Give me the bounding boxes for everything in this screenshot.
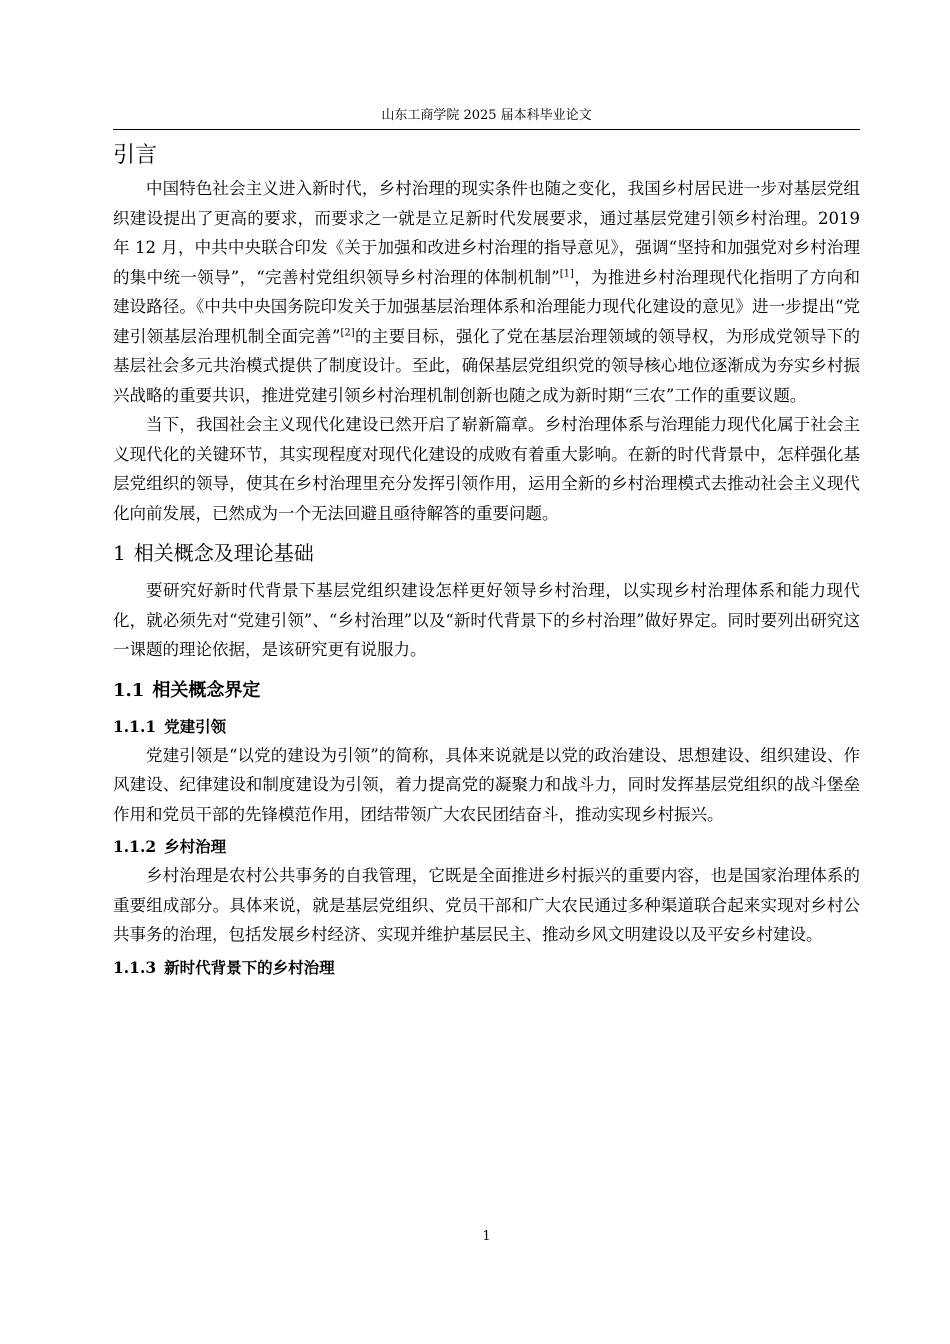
subsection-1-1-3-number: 1.1.3 bbox=[113, 957, 157, 977]
subsection-1-1-2-number: 1.1.2 bbox=[113, 837, 157, 856]
subsection-1-1-2-title: 乡村治理 bbox=[164, 838, 227, 856]
paper-page bbox=[113, 0, 860, 1344]
chapter-1-number: 1 bbox=[113, 541, 126, 565]
intro-p1-text-b: ，为推进乡村治理现代化指明了方向和建设路径。《中共中央国务院印发关于加强基层治理体系和治理能力现代化建设的意见》进一步提出“党建引领基层治理机制全面完善” bbox=[113, 267, 860, 346]
intro-p1-text-a: 中国特色社会主义进入新时代，乡村治理的现实条件也随之变化，我国乡村居民进一步对基层党组织建设提出了更高的要求，而要求之一就是立足新时代发展要求，通过基层党建引领乡村治理。2019 年 12 月，中共中央联合印发《关于加强和改进乡村治理的指导意见》，强调“坚持和加强党对乡村治理的集中统一领导”，“完善村党组织领导乡村治理的体制机制” bbox=[113, 179, 860, 287]
subsection-1-1-3-title: 新时代背景下的乡村治理 bbox=[164, 958, 335, 977]
page-content bbox=[113, 138, 860, 982]
section-1-1-heading bbox=[113, 675, 860, 707]
intro-paragraph-2: 当下，我国社会主义现代化建设已然开启了崭新篇章。乡村治理体系与治理能力现代化属于社会主义现代化的关键环节，其实现程度对现代化建设的成败有着重大影响。在新的时代背景中，怎样强化基层党组织的领导，使其在乡村治理里充分发挥引领作用，运用全新的乡村治理模式去推动社会主义现代化向前发展，已然成为一个无法回避且亟待解答的重要问题。 bbox=[113, 415, 860, 523]
subsection-1-1-1-number: 1.1.1 bbox=[113, 716, 157, 736]
chapter-1-heading bbox=[113, 536, 860, 570]
citation-2: [2] bbox=[340, 327, 355, 338]
intro-paragraph-1 bbox=[113, 174, 860, 410]
subsection-1-1-1-title: 党建引领 bbox=[164, 717, 227, 736]
citation-1: [1] bbox=[559, 268, 574, 279]
intro-p1-text-c: 的主要目标，强化了党在基层治理领域的领导权，为形成党领导下的基层社会多元共治模式提供了制度设计。至此，确保基层党组织党的领导核心地位逐渐成为夯实乡村振兴战略的重要共识，推进党建引领乡村治理机制创新也随之成为新时期“三农”工作的重要议题。 bbox=[113, 326, 860, 405]
section-1-1-title: 相关概念界定 bbox=[152, 679, 261, 701]
subsection-1-1-3-heading bbox=[113, 954, 860, 982]
subsection-1-1-2-heading bbox=[113, 833, 860, 861]
intro-heading: 引言 bbox=[113, 143, 158, 168]
header-rule bbox=[113, 129, 860, 130]
chapter-1-paragraph: 要研究好新时代背景下基层党组织建设怎样更好领导乡村治理，以实现乡村治理体系和能力现代化，就必须先对“党建引领”、“乡村治理”以及“新时代背景下的乡村治理”做好界定。同时要列出研究这一课题的理论依据，是该研究更有说服力。 bbox=[113, 581, 860, 659]
running-header: 山东工商学院 2025 届本科毕业论文 bbox=[381, 108, 592, 123]
section-1-1-number: 1.1 bbox=[113, 679, 145, 701]
subsection-1-1-1-paragraph: 党建引领是“以党的建设为引领”的简称，具体来说就是以党的政治建设、思想建设、组织建设、作风建设、纪律建设和制度建设为引领，着力提高党的凝聚力和战斗力，同时发挥基层党组织的战斗堡垒作用和党员干部的先锋模范作用，团结带领广大农民团结奋斗，推动实现乡村振兴。 bbox=[113, 745, 860, 824]
page-number: 1 bbox=[482, 1229, 491, 1244]
chapter-1-title: 相关概念及理论基础 bbox=[133, 541, 314, 565]
subsection-1-1-1-heading bbox=[113, 713, 860, 741]
subsection-1-1-2-paragraph: 乡村治理是农村公共事务的自我管理，它既是全面推进乡村振兴的重要内容，也是国家治理体系的重要组成部分。具体来说，就是基层党组织、党员干部和广大农民通过多种渠道联合起来实现对乡村公共事务的治理，包括发展乡村经济、实现并维护基层民主、推动乡风文明建设以及平安乡村建设。 bbox=[113, 866, 860, 944]
